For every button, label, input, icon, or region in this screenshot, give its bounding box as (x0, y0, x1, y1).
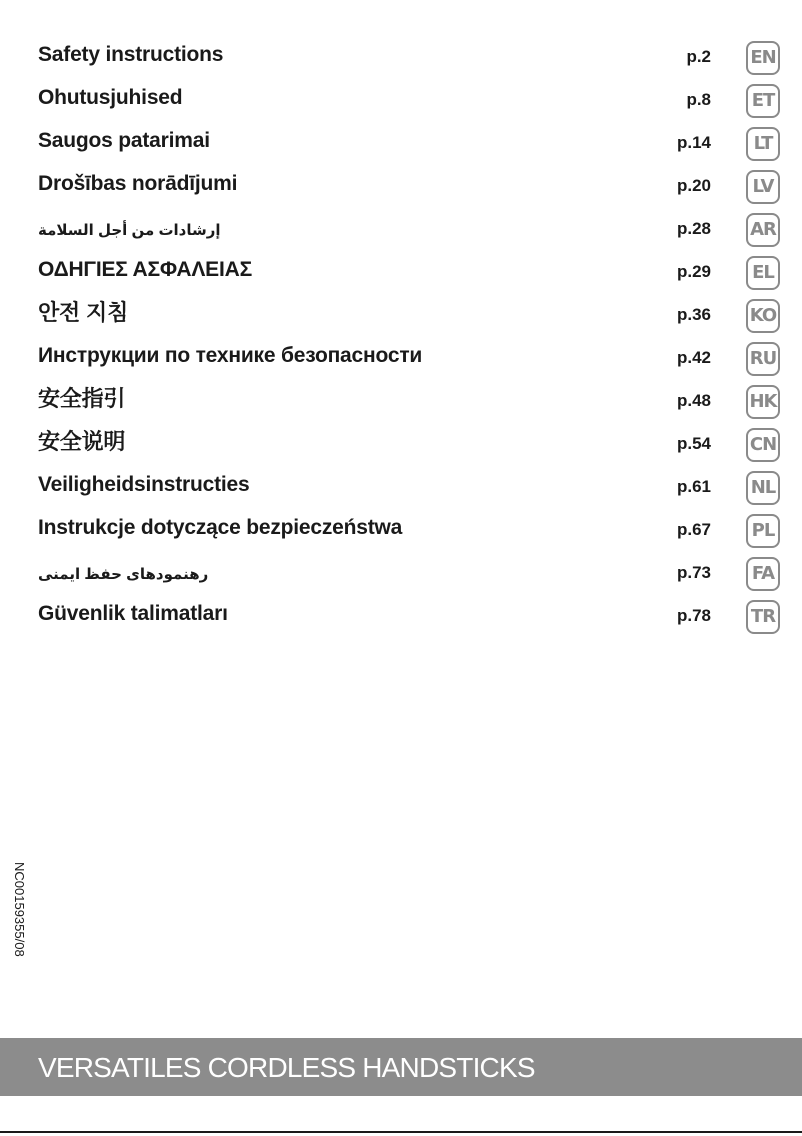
toc-row-et[interactable] (0, 79, 802, 122)
toc-title: Güvenlik talimatları (38, 602, 228, 625)
toc-row-hk[interactable] (0, 380, 802, 423)
language-index (0, 36, 802, 638)
toc-page-number: p.2 (686, 47, 711, 66)
language-code-badge: RU (746, 342, 780, 376)
bottom-divider (0, 1131, 802, 1133)
toc-page-number: p.42 (676, 348, 711, 367)
language-code-badge: LT (746, 127, 780, 161)
toc-row-en[interactable] (0, 36, 802, 79)
toc-title: إرشادات من أجل السلامة (38, 222, 221, 239)
toc-page-number: p.28 (676, 219, 711, 238)
product-title: VERSATILES CORDLESS HANDSTICKS (38, 1052, 535, 1083)
toc-title: Drošības norādījumi (38, 172, 238, 195)
language-code-badge: ET (746, 84, 780, 118)
language-code-badge: EL (746, 256, 780, 290)
language-code-badge: FA (746, 557, 780, 591)
toc-title: Инструкции по технике безопасности (38, 344, 423, 367)
toc-row-nl[interactable] (0, 466, 802, 509)
language-code-badge: HK (746, 385, 780, 419)
language-code-badge: NL (746, 471, 780, 505)
toc-title: Saugos patarimai (38, 129, 210, 152)
toc-row-lv[interactable] (0, 165, 802, 208)
language-code-badge: PL (746, 514, 780, 548)
toc-row-ar[interactable] (0, 208, 802, 251)
toc-row-ko[interactable] (0, 294, 802, 337)
toc-page-number: p.29 (676, 262, 711, 281)
toc-page-number: p.8 (686, 90, 711, 109)
toc-page-number: p.67 (676, 520, 711, 539)
toc-page-number: p.78 (676, 606, 711, 625)
toc-title: Ohutusjuhised (38, 86, 183, 109)
toc-page-number: p.61 (676, 477, 711, 496)
document-reference-code: NC00159355/08 (12, 862, 27, 957)
footer-band (0, 1038, 802, 1096)
toc-title: 安全说明 (38, 429, 126, 454)
toc-title: رهنمودهای حفظ ایمنی (38, 566, 209, 583)
toc-row-el[interactable] (0, 251, 802, 294)
language-code-badge: AR (746, 213, 780, 247)
toc-page-number: p.48 (676, 391, 711, 410)
toc-page-number: p.20 (676, 176, 711, 195)
toc-row-fa[interactable] (0, 552, 802, 595)
toc-page-number: p.14 (676, 133, 711, 152)
toc-page-number: p.54 (676, 434, 711, 453)
language-code-badge: TR (746, 600, 780, 634)
toc-page-number: p.73 (676, 563, 711, 582)
toc-page-number: p.36 (676, 305, 711, 324)
toc-title: ΟΔΗΓΙΕΣ ΑΣΦΑΛΕΙΑΣ (38, 258, 252, 281)
toc-title: Veiligheidsinstructies (38, 473, 250, 496)
toc-row-lt[interactable] (0, 122, 802, 165)
toc-title: Instrukcje dotyczące bezpieczeństwa (38, 516, 403, 539)
toc-title: 安全指引 (38, 386, 126, 411)
toc-title: 안전 지침 (38, 300, 129, 325)
toc-row-tr[interactable] (0, 595, 802, 638)
language-code-badge: EN (746, 41, 780, 75)
toc-row-ru[interactable] (0, 337, 802, 380)
language-code-badge: CN (746, 428, 780, 462)
toc-row-pl[interactable] (0, 509, 802, 552)
toc-row-cn[interactable] (0, 423, 802, 466)
toc-title: Safety instructions (38, 43, 224, 66)
language-code-badge: LV (746, 170, 780, 204)
language-code-badge: KO (746, 299, 780, 333)
